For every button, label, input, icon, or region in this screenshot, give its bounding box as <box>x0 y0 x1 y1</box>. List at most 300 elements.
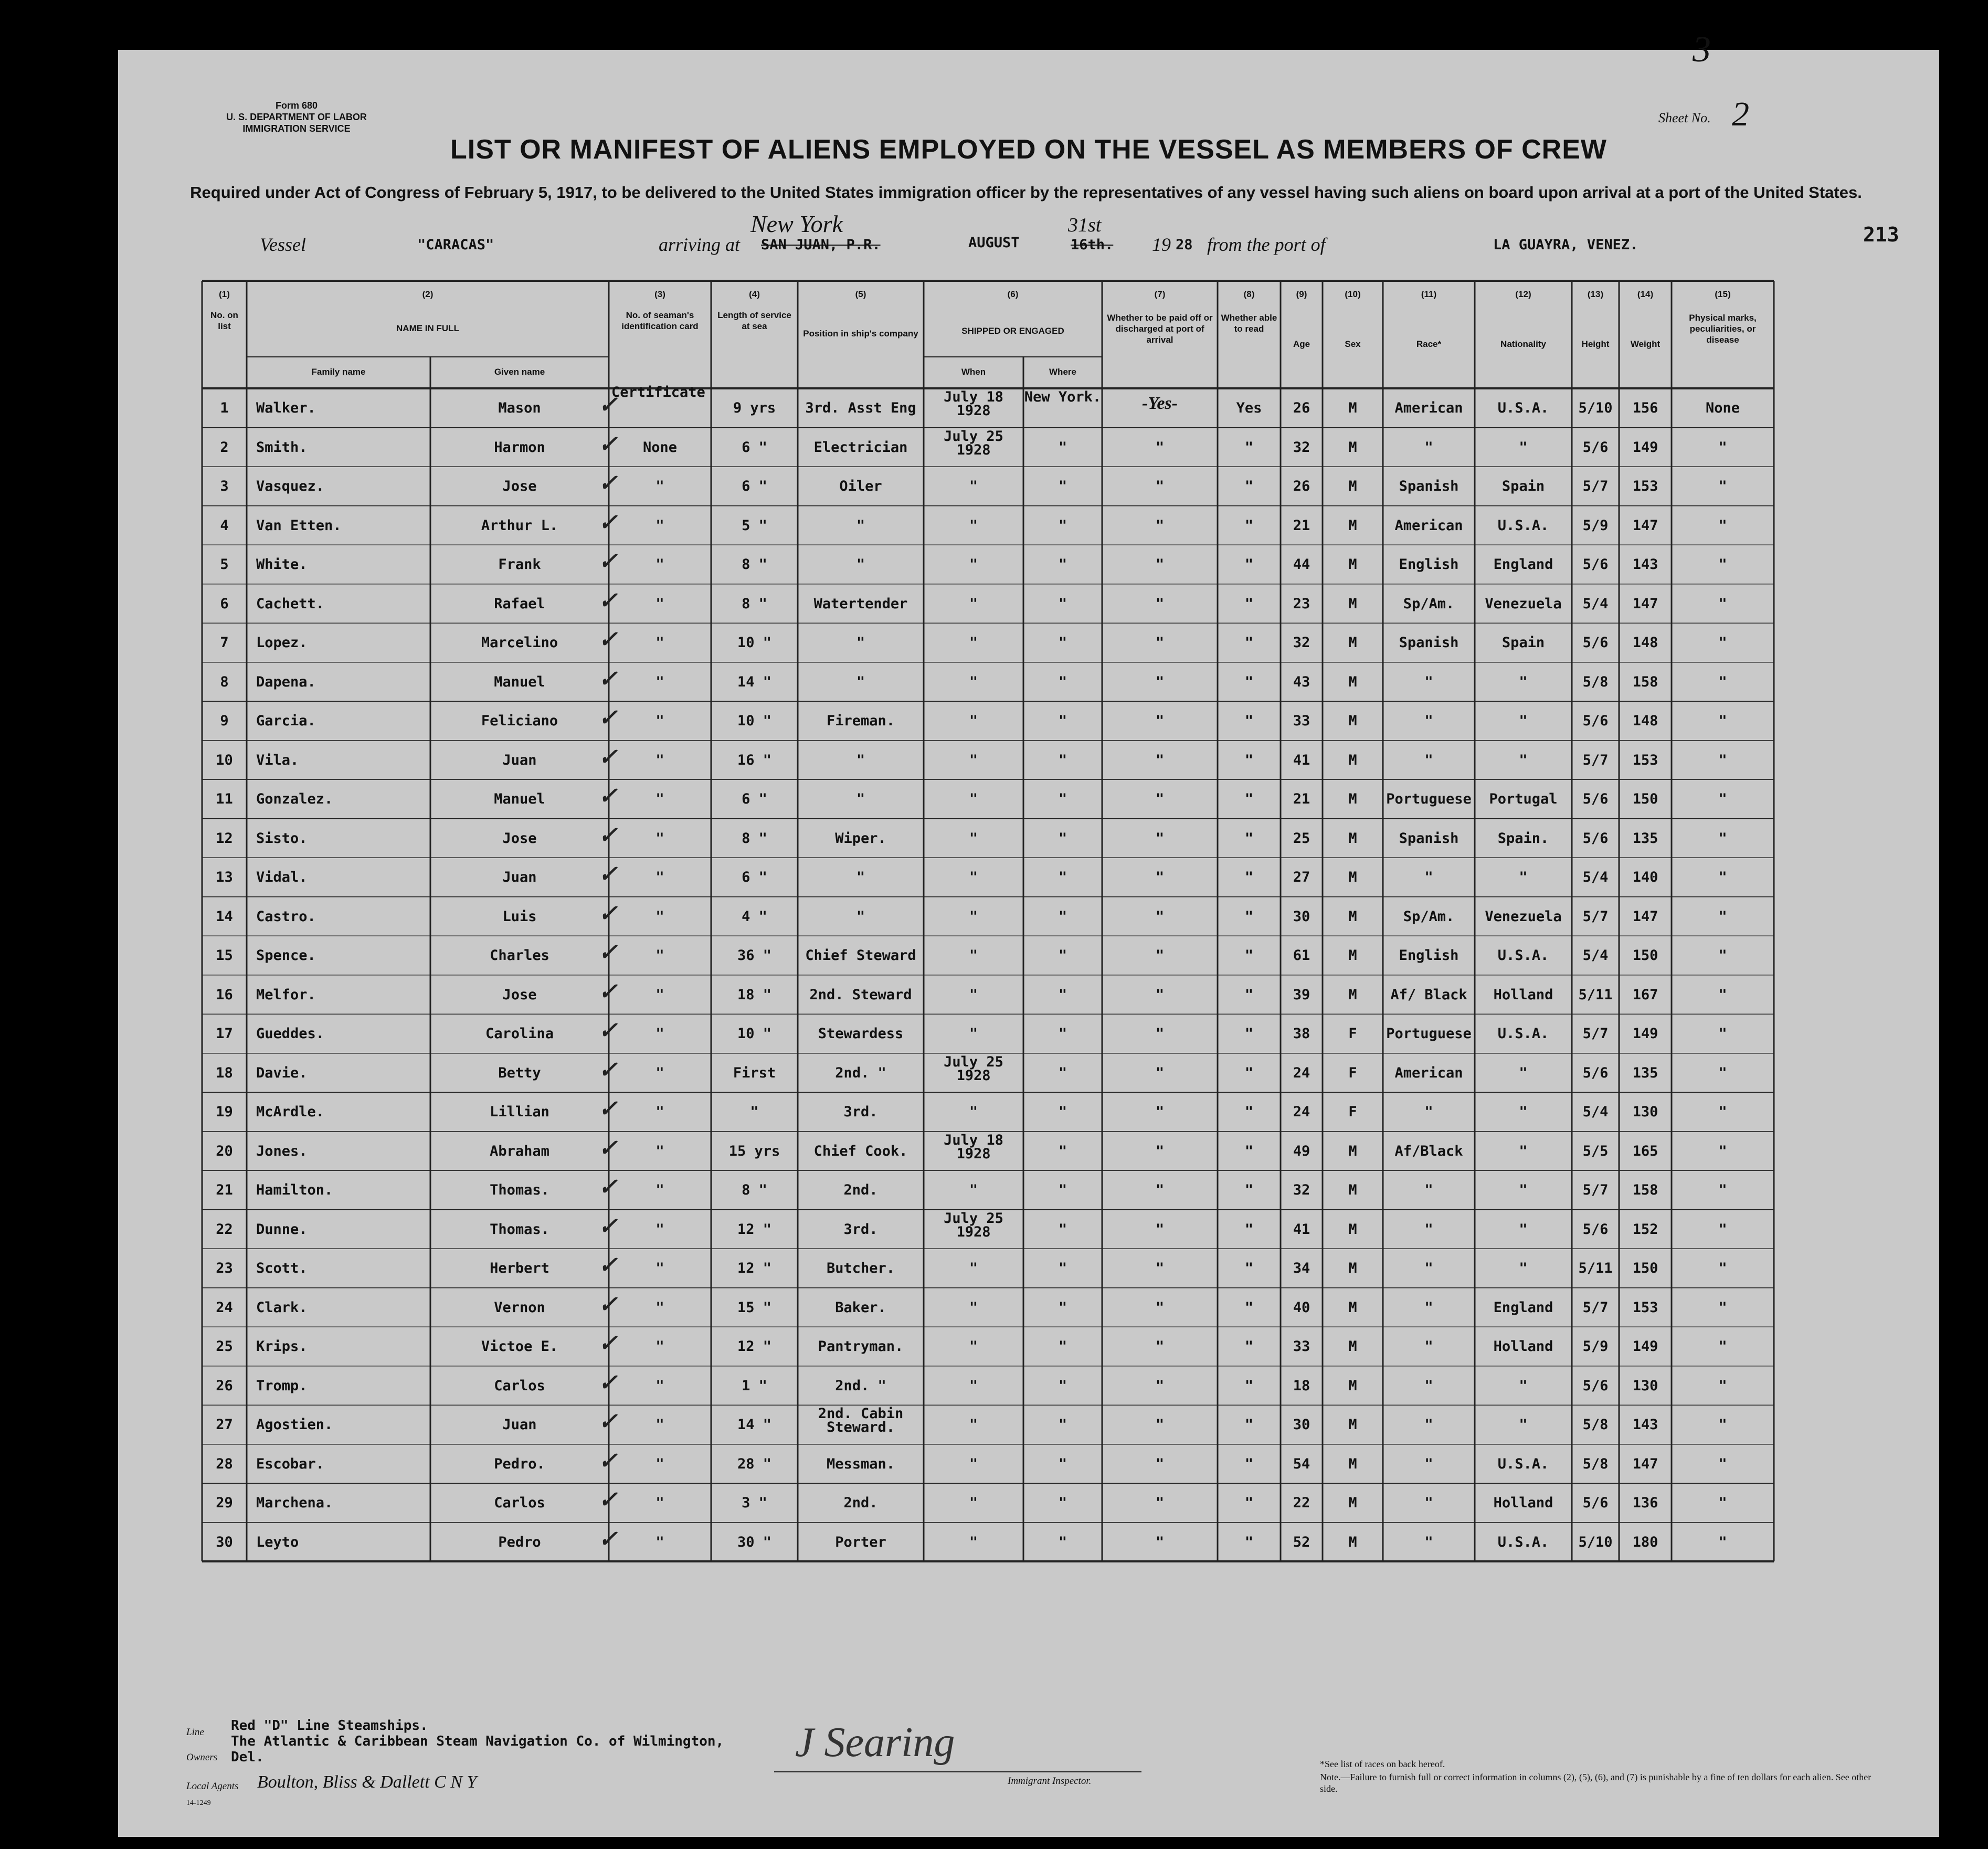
cell-family: Marchena. <box>256 1495 333 1511</box>
cell-when: " <box>969 869 978 885</box>
cell-height: 5/6 <box>1582 439 1609 456</box>
col-where-label: Where <box>1049 367 1076 377</box>
table-row <box>118 936 1939 975</box>
cell-position: " <box>856 673 865 690</box>
cell-no: 16 <box>216 986 233 1003</box>
cell-position: " <box>856 869 865 885</box>
cell-position: Chief Steward <box>805 947 916 964</box>
cell-card: " <box>655 517 664 534</box>
cell-age: 24 <box>1293 1104 1310 1120</box>
cell-card: " <box>655 1417 664 1433</box>
cell-weight: 148 <box>1632 713 1658 729</box>
cell-read: " <box>1244 830 1254 847</box>
cell-race: Sp/Am. <box>1403 908 1455 925</box>
col-c8-label: Whether able to read <box>1221 313 1277 334</box>
cell-paid: " <box>1155 517 1165 534</box>
cell-no: 1 <box>220 400 229 416</box>
cell-nationality: Holland <box>1493 1338 1553 1355</box>
cell-position: Wiper. <box>835 830 886 847</box>
cell-nationality: " <box>1519 1417 1528 1433</box>
cell-when: " <box>969 1299 978 1316</box>
cell-no: 27 <box>216 1417 233 1433</box>
table-row <box>118 384 1939 428</box>
cell-age: 25 <box>1293 830 1310 847</box>
cell-paid: " <box>1155 752 1165 768</box>
check-mark-icon: ✓ <box>598 939 618 965</box>
cell-when: July 18 1928 <box>944 389 1003 419</box>
binder-hole <box>47 850 68 871</box>
cell-family: Dunne. <box>256 1221 308 1238</box>
cell-when: " <box>969 908 978 925</box>
cell-service: 15 " <box>737 1299 772 1316</box>
cell-service: 8 " <box>742 595 767 612</box>
cell-nationality: Holland <box>1493 986 1553 1003</box>
cell-nationality: " <box>1519 752 1528 768</box>
cell-family: Cachett. <box>256 595 325 612</box>
cell-height: 5/7 <box>1582 908 1609 925</box>
cell-paid: " <box>1155 1260 1165 1276</box>
cell-given: Lillian <box>490 1104 549 1120</box>
cell-height: 5/6 <box>1582 713 1609 729</box>
col-c5-label: Position in ship's company <box>803 329 918 339</box>
cell-where: " <box>1058 1260 1067 1276</box>
cell-height: 5/7 <box>1582 478 1609 494</box>
cell-when: " <box>969 752 978 768</box>
cell-no: 8 <box>220 673 229 690</box>
cell-sex: M <box>1348 947 1357 964</box>
cell-nationality: " <box>1519 1182 1528 1198</box>
table-row <box>118 1132 1939 1171</box>
cell-age: 26 <box>1293 478 1310 494</box>
cell-when: " <box>969 635 978 651</box>
cell-height: 5/11 <box>1578 986 1613 1003</box>
cell-nationality: U.S.A. <box>1497 1026 1549 1042</box>
cell-age: 33 <box>1293 1338 1310 1355</box>
cell-sex: M <box>1348 400 1357 416</box>
cell-position: Electrician <box>813 439 908 456</box>
cell-weight: 147 <box>1632 1455 1658 1472</box>
cell-nationality: " <box>1519 713 1528 729</box>
cell-when: " <box>969 1338 978 1355</box>
cell-given: Thomas. <box>490 1221 549 1238</box>
cell-weight: 149 <box>1632 439 1658 456</box>
cell-card: " <box>655 1299 664 1316</box>
cell-read: " <box>1244 439 1254 456</box>
cell-marks: " <box>1718 908 1727 925</box>
cell-no: 4 <box>220 517 229 534</box>
cell-sex: M <box>1348 1182 1357 1198</box>
cell-read: " <box>1244 1534 1254 1550</box>
cell-race: American <box>1394 517 1463 534</box>
cell-nationality: England <box>1493 1299 1553 1316</box>
cell-when: " <box>969 1104 978 1120</box>
cell-nationality: England <box>1493 556 1553 573</box>
cell-nationality: Venezuela <box>1485 595 1562 612</box>
cell-where: " <box>1058 1026 1067 1042</box>
table-row <box>118 1523 1939 1562</box>
cell-given: Harmon <box>494 439 545 456</box>
cell-nationality: " <box>1519 1260 1528 1276</box>
table-row <box>118 1092 1939 1132</box>
cell-when: " <box>969 478 978 494</box>
cell-given: Feliciano <box>481 713 558 729</box>
table-row <box>118 506 1939 545</box>
cell-age: 33 <box>1293 713 1310 729</box>
cell-card: " <box>655 595 664 612</box>
cell-given: Arthur L. <box>481 517 558 534</box>
cell-family: Clark. <box>256 1299 308 1316</box>
cell-card: " <box>655 908 664 925</box>
cell-paid: " <box>1155 1377 1165 1394</box>
cell-paid: " <box>1155 635 1165 651</box>
cell-no: 3 <box>220 478 229 494</box>
cell-sex: M <box>1348 752 1357 768</box>
cell-nationality: U.S.A. <box>1497 1455 1549 1472</box>
cell-weight: 143 <box>1632 1417 1658 1433</box>
check-mark-icon: ✓ <box>598 1409 618 1434</box>
col-c9-number: (9) <box>1296 289 1307 299</box>
cell-read: " <box>1244 478 1254 494</box>
cell-card: " <box>655 1534 664 1550</box>
cell-height: 5/6 <box>1582 1221 1609 1238</box>
cell-read: " <box>1244 1026 1254 1042</box>
cell-where: " <box>1058 673 1067 690</box>
cell-when: " <box>969 1455 978 1472</box>
cell-height: 5/6 <box>1582 791 1609 807</box>
cell-given: Juan <box>502 869 537 885</box>
cell-marks: " <box>1718 791 1727 807</box>
cell-race: " <box>1424 1299 1433 1316</box>
cell-card: " <box>655 791 664 807</box>
cell-weight: 135 <box>1632 830 1658 847</box>
cell-service: 30 " <box>737 1534 772 1550</box>
cell-height: 5/8 <box>1582 1455 1609 1472</box>
cell-paid: " <box>1155 1455 1165 1472</box>
cell-service: 15 yrs <box>728 1143 780 1159</box>
cell-given: Betty <box>498 1064 541 1081</box>
table-row <box>118 1288 1939 1327</box>
cell-height: 5/7 <box>1582 1182 1609 1198</box>
cell-weight: 140 <box>1632 869 1658 885</box>
cell-paid: " <box>1155 1338 1165 1355</box>
cell-read: " <box>1244 673 1254 690</box>
cell-weight: 147 <box>1632 595 1658 612</box>
table-row <box>118 897 1939 936</box>
cell-weight: 149 <box>1632 1026 1658 1042</box>
check-mark-icon: ✓ <box>598 1369 618 1396</box>
cell-race: " <box>1424 1221 1433 1238</box>
cell-where: " <box>1058 1338 1067 1355</box>
owners-value: The Atlantic & Caribbean Steam Navigation Co. of Wilmington, Del. <box>231 1734 724 1765</box>
cell-card: " <box>655 1221 664 1238</box>
cell-marks: " <box>1718 478 1727 494</box>
check-mark-icon: ✓ <box>598 705 618 731</box>
inspector-label: Immigrant Inspector. <box>1008 1776 1092 1787</box>
cell-given: Vernon <box>494 1299 545 1316</box>
check-mark-icon: ✓ <box>598 1330 618 1356</box>
cell-read: " <box>1244 1455 1254 1472</box>
cell-paid: " <box>1155 986 1165 1003</box>
cell-family: Gueddes. <box>256 1026 325 1042</box>
cell-position: 3rd. Asst Eng <box>805 400 916 416</box>
cell-read: " <box>1244 1260 1254 1276</box>
cell-paid: " <box>1155 1221 1165 1238</box>
cell-race: " <box>1424 1534 1433 1550</box>
cell-given: Luis <box>502 908 537 925</box>
cell-race: American <box>1394 1064 1463 1081</box>
cell-paid: " <box>1155 1104 1165 1120</box>
cell-family: Sisto. <box>256 830 308 847</box>
cell-card: " <box>655 1182 664 1198</box>
cell-where: " <box>1058 869 1067 885</box>
cell-race: Af/Black <box>1394 1143 1463 1159</box>
cell-when: " <box>969 986 978 1003</box>
check-mark-icon: ✓ <box>598 1056 618 1083</box>
cell-position: Stewardess <box>818 1026 904 1042</box>
cell-family: Vidal. <box>256 869 308 885</box>
cell-weight: 135 <box>1632 1064 1658 1081</box>
check-mark-icon: ✓ <box>598 1018 618 1043</box>
cell-service: 6 " <box>742 478 767 494</box>
col-c13-label: Height <box>1581 339 1610 349</box>
cell-when: July 25 1928 <box>944 428 1003 458</box>
cell-marks: " <box>1718 752 1727 768</box>
cell-paid: " <box>1155 908 1165 925</box>
cell-weight: 147 <box>1632 908 1658 925</box>
col-c13-number: (13) <box>1587 289 1604 299</box>
cell-weight: 147 <box>1632 517 1658 534</box>
cell-paid: " <box>1155 1299 1165 1316</box>
agents-label: Local Agents <box>186 1781 239 1792</box>
cell-age: 30 <box>1293 908 1310 925</box>
table-row <box>118 1014 1939 1053</box>
cell-age: 44 <box>1293 556 1310 573</box>
check-mark-icon: ✓ <box>598 431 618 457</box>
cell-card: " <box>655 635 664 651</box>
arriving-port-struck: SAN JUAN, P.R. <box>761 237 881 253</box>
cell-race: " <box>1424 1338 1433 1355</box>
cell-position: " <box>856 752 865 768</box>
cell-paid: " <box>1155 439 1165 456</box>
check-mark-icon: ✓ <box>598 548 618 574</box>
cell-read: " <box>1244 1182 1254 1198</box>
check-mark-icon: ✓ <box>598 392 618 418</box>
cell-race: " <box>1424 1495 1433 1511</box>
col-c9-label: Age <box>1293 339 1310 349</box>
cell-height: 5/6 <box>1582 1377 1609 1394</box>
cell-given: Charles <box>490 947 549 964</box>
cell-age: 26 <box>1293 400 1310 416</box>
cell-nationality: " <box>1519 1143 1528 1159</box>
department-name: U. S. DEPARTMENT OF LABOR <box>226 112 367 122</box>
cell-no: 28 <box>216 1455 233 1472</box>
cell-when: " <box>969 1534 978 1550</box>
cell-weight: 149 <box>1632 1338 1658 1355</box>
cell-height: 5/8 <box>1582 1417 1609 1433</box>
cell-height: 5/4 <box>1582 869 1609 885</box>
table-row <box>118 1327 1939 1366</box>
cell-where: " <box>1058 1534 1067 1550</box>
table-row <box>118 1053 1939 1093</box>
cell-when: " <box>969 1417 978 1433</box>
cell-given: Jose <box>502 478 537 494</box>
cell-given: Carlos <box>494 1495 545 1511</box>
cell-family: Van Etten. <box>256 517 342 534</box>
check-mark-icon: ✓ <box>598 900 618 926</box>
col-c14-number: (14) <box>1637 289 1654 299</box>
cell-read: " <box>1244 1417 1254 1433</box>
cell-when: July 25 1928 <box>944 1053 1003 1084</box>
cell-read: " <box>1244 908 1254 925</box>
cell-family: Castro. <box>256 908 316 925</box>
manifest-subtitle: Required under Act of Congress of February 5, 1917, to be delivered to the United States immigration officer by the representatives of any vessel having such aliens on board upon arrival at a port of the United States. <box>190 183 1862 202</box>
cell-card: Certificate <box>611 384 705 400</box>
corner-number: 3 <box>1693 29 1711 70</box>
cell-card: " <box>655 1455 664 1472</box>
cell-when: " <box>969 1377 978 1394</box>
cell-race: " <box>1424 752 1433 768</box>
cell-card: " <box>655 1338 664 1355</box>
cell-marks: " <box>1718 947 1727 964</box>
cell-age: 23 <box>1293 595 1310 612</box>
cell-position: " <box>856 791 865 807</box>
cell-race: American <box>1394 400 1463 416</box>
col-c15-label: Physical marks, peculiarities, or disease <box>1689 313 1757 345</box>
manifest-sheet <box>118 29 1939 1837</box>
cell-family: Lopez. <box>256 635 308 651</box>
cell-no: 15 <box>216 947 233 964</box>
cell-position: 3rd. <box>843 1104 878 1120</box>
cell-card: " <box>655 1495 664 1511</box>
cell-where: " <box>1058 1417 1067 1433</box>
cell-height: 5/9 <box>1582 1338 1609 1355</box>
arriving-label: arriving at <box>659 234 741 255</box>
cell-given: Juan <box>502 752 537 768</box>
cell-race: Af/ Black <box>1390 986 1467 1003</box>
cell-read: " <box>1244 1377 1254 1394</box>
cell-weight: 153 <box>1632 752 1658 768</box>
cell-position: Watertender <box>813 595 908 612</box>
cell-marks: " <box>1718 1495 1727 1511</box>
cell-weight: 153 <box>1632 1299 1658 1316</box>
cell-age: 32 <box>1293 439 1310 456</box>
cell-height: 5/6 <box>1582 556 1609 573</box>
page-number: 213 <box>1863 223 1899 246</box>
cell-position: " <box>856 635 865 651</box>
cell-when: July 18 1928 <box>944 1132 1003 1162</box>
cell-no: 20 <box>216 1143 233 1159</box>
cell-family: Davie. <box>256 1064 308 1081</box>
cell-nationality: U.S.A. <box>1497 517 1549 534</box>
cell-no: 30 <box>216 1534 233 1550</box>
sheet-label: Sheet No. <box>1658 110 1711 125</box>
col-family-name-label: Family name <box>311 367 366 377</box>
cell-when: " <box>969 517 978 534</box>
cell-sex: M <box>1348 595 1357 612</box>
cell-sex: M <box>1348 1455 1357 1472</box>
cell-weight: 153 <box>1632 478 1658 494</box>
cell-height: 5/6 <box>1582 830 1609 847</box>
cell-marks: " <box>1718 1182 1727 1198</box>
cell-nationality: Spain. <box>1497 830 1549 847</box>
cell-where: " <box>1058 1064 1067 1081</box>
col-when-label: When <box>961 367 986 377</box>
cell-given: Jose <box>502 986 537 1003</box>
check-mark-icon: ✓ <box>598 470 618 496</box>
cell-position: Fireman. <box>826 713 895 729</box>
table-row <box>118 701 1939 741</box>
cell-position: 2nd. Cabin Steward. <box>818 1406 904 1435</box>
cell-service: 10 " <box>737 713 772 729</box>
cell-paid: " <box>1155 1182 1165 1198</box>
cell-given: Herbert <box>490 1260 549 1276</box>
races-note: *See list of races on back hereof. <box>1320 1759 1445 1769</box>
cell-sex: F <box>1348 1026 1357 1042</box>
cell-where: " <box>1058 1221 1067 1238</box>
cell-service: 36 " <box>737 947 772 964</box>
cell-where: " <box>1058 1104 1067 1120</box>
cell-sex: M <box>1348 908 1357 925</box>
cell-when: " <box>969 947 978 964</box>
cell-given: Victoe E. <box>481 1338 558 1355</box>
cell-height: 5/7 <box>1582 1026 1609 1042</box>
arriving-port-handwritten: New York <box>750 210 843 237</box>
cell-no: 29 <box>216 1495 233 1511</box>
cell-height: 5/4 <box>1582 947 1609 964</box>
cell-age: 54 <box>1293 1455 1310 1472</box>
cell-where: " <box>1058 1455 1067 1472</box>
table-row <box>118 545 1939 584</box>
cell-no: 17 <box>216 1026 233 1042</box>
cell-card: None <box>642 439 678 456</box>
col-c2-label: NAME IN FULL <box>396 323 459 333</box>
cell-service: 10 " <box>737 1026 772 1042</box>
col-c15-number: (15) <box>1715 289 1731 299</box>
cell-marks: " <box>1718 556 1727 573</box>
cell-race: " <box>1424 673 1433 690</box>
cell-service: 6 " <box>742 439 767 456</box>
cell-weight: 165 <box>1632 1143 1658 1159</box>
cell-position: 2nd. " <box>835 1377 886 1394</box>
cell-marks: " <box>1718 517 1727 534</box>
col-c5-number: (5) <box>855 289 866 299</box>
cell-sex: M <box>1348 556 1357 573</box>
cell-sex: M <box>1348 1338 1357 1355</box>
table-row <box>118 1170 1939 1210</box>
cell-no: 19 <box>216 1104 233 1120</box>
cell-when: " <box>969 1182 978 1198</box>
cell-weight: 130 <box>1632 1104 1658 1120</box>
cell-paid: " <box>1155 673 1165 690</box>
line-label: Line <box>186 1727 204 1738</box>
cell-read: " <box>1244 791 1254 807</box>
cell-age: 27 <box>1293 869 1310 885</box>
cell-service: 18 " <box>737 986 772 1003</box>
cell-paid: " <box>1155 791 1165 807</box>
cell-height: 5/10 <box>1578 400 1613 416</box>
cell-marks: " <box>1718 1455 1727 1472</box>
cell-race: " <box>1424 1377 1433 1394</box>
cell-age: 40 <box>1293 1299 1310 1316</box>
cell-where: " <box>1058 556 1067 573</box>
cell-weight: 150 <box>1632 791 1658 807</box>
cell-age: 32 <box>1293 1182 1310 1198</box>
cell-sex: F <box>1348 1064 1357 1081</box>
check-mark-icon: ✓ <box>598 1174 618 1200</box>
table-row <box>118 467 1939 506</box>
cell-sex: M <box>1348 791 1357 807</box>
cell-given: Frank <box>498 556 541 573</box>
